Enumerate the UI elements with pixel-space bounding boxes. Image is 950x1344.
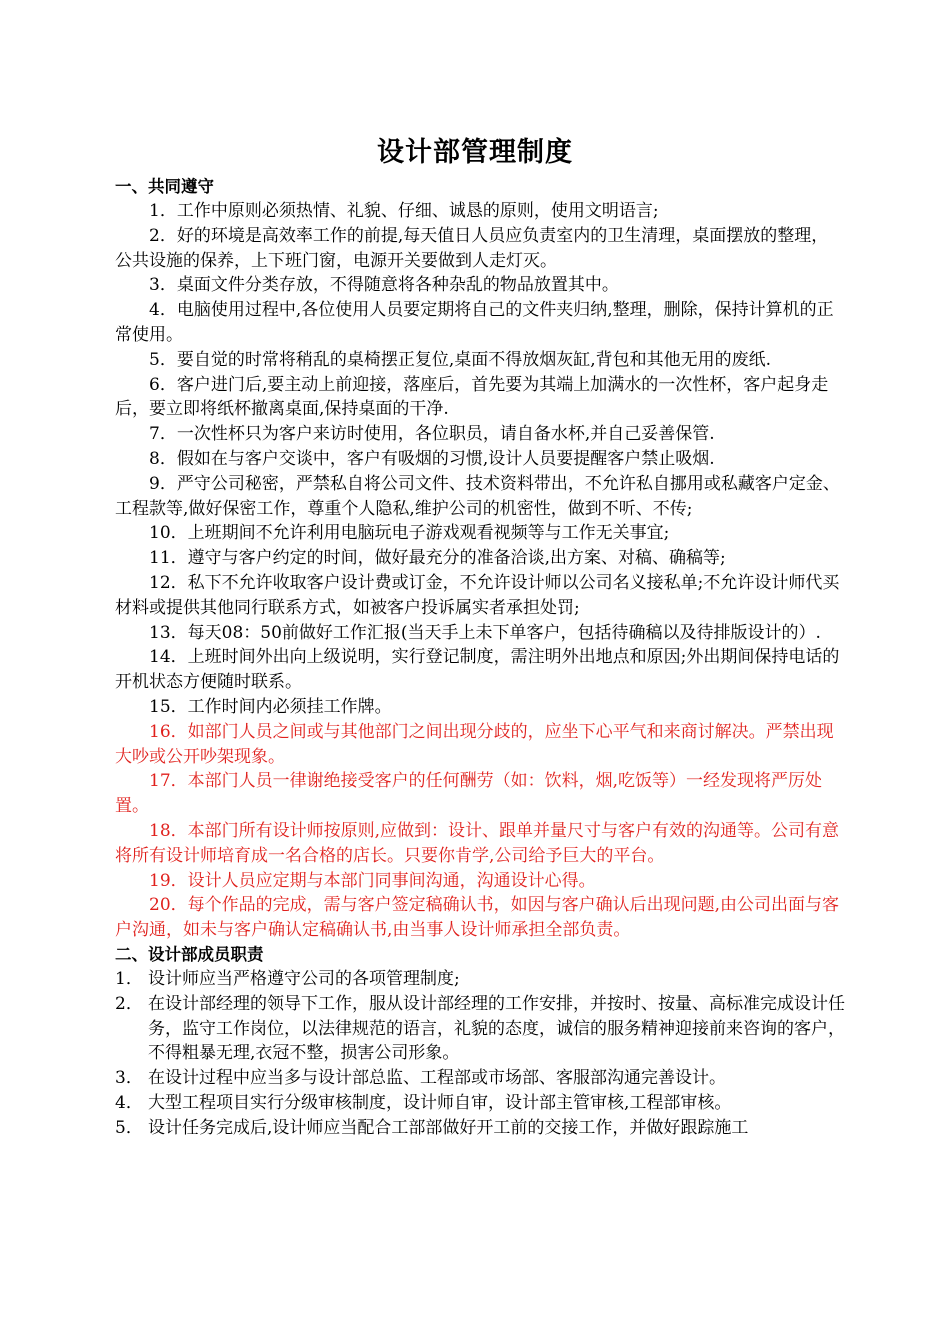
list-text: 在设计过程中应当多与设计部总监、工程部或市场部、客服部沟通完善设计。: [148, 1068, 726, 1089]
rule-paragraph: 14．上班时间外出向上级说明，实行登记制度，需注明外出地点和原因;外出期间保持电话的开机状态方便随时联系。: [115, 647, 840, 693]
rule-paragraph: 6．客户进门后,要主动上前迎接，落座后，首先要为其端上加满水的一次性杯，客户起身走后，要立即将纸杯撤离桌面,保持桌面的干净.: [115, 374, 829, 420]
document-body: [115, 175, 845, 1140]
section-heading-2: 二、设计部成员职责: [115, 944, 264, 964]
rule-paragraph: 10．上班期间不允许利用电脑玩电子游戏观看视频等与工作无关事宜;: [149, 523, 670, 544]
rule-paragraph: 12．私下不允许收取客户设计费或订金，不允许设计师以公司名义接私单;不允许设计师代买材料或提供其他同行联系方式，如被客户投诉属实者承担处罚;: [115, 572, 840, 618]
list-number: 4．: [115, 1092, 143, 1113]
rule-paragraph: 1．工作中原则必须热情、礼貌、仔细、诚恳的原则，使用文明语言;: [149, 201, 659, 221]
rule-paragraph: 15．工作时间内必须挂工作牌。: [149, 696, 392, 717]
duty-list-item: [115, 1066, 845, 1091]
rule-paragraph: 16．如部门人员之间或与其他部门之间出现分歧的，应坐下心平气和来商讨解决。严禁出现大吵或公开吵架现象。: [115, 721, 834, 767]
list-text: 在设计部经理的领导下工作，服从设计部经理的工作安排，并按时、按量、高标准完成设计任务，监守工作岗位，以法律规范的语言，礼貌的态度，诚信的服务精神迎接前来咨询的客户，不得粗暴无理,衣冠不整，损害公司形象。: [148, 993, 845, 1064]
section-1-items: [115, 199, 845, 943]
rule-paragraph: 19．设计人员应定期与本部门同事间沟通，沟通设计心得。: [149, 870, 596, 891]
rule-paragraph: 11．遵守与客户约定的时间，做好最充分的准备洽谈,出方案、对稿、确稿等;: [149, 548, 726, 569]
rule-paragraph: 2．好的环境是高效率工作的前提,每天值日人员应负责室内的卫生清理，桌面摆放的整理，公共设施的保养，上下班门窗，电源开关要做到人走灯灭。: [115, 225, 829, 271]
duty-list-item: [115, 992, 845, 1066]
rule-paragraph: 7．一次性杯只为客户来访时使用，各位职员，请自备水杯,并自己妥善保管.: [149, 424, 715, 445]
list-number: 5．: [115, 1117, 143, 1138]
duty-list-item: [115, 1091, 845, 1116]
rule-paragraph: 4．电脑使用过程中,各位使用人员要定期将自己的文件夹归纳,整理，删除，保持计算机的正常使用。: [115, 300, 834, 345]
rule-paragraph: 17．本部门人员一律谢绝接受客户的任何酬劳（如：饮料，烟,吃饭等）一经发现将严厉处置。: [115, 771, 823, 817]
section-2-items: [115, 967, 845, 1141]
rule-paragraph: 18．本部门所有设计师按原则,应做到：设计、跟单并量尺寸与客户有效的沟通等。公司有意将所有设计师培育成一名合格的店长。只要你肯学,公司给予巨大的平台。: [115, 820, 840, 866]
list-number: 1．: [115, 968, 143, 989]
list-number: 2．: [115, 993, 143, 1014]
list-text: 设计师应当严格遵守公司的各项管理制度;: [148, 968, 460, 989]
rule-paragraph: 8．假如在与客户交谈中，客户有吸烟的习惯,设计人员要提醒客户禁止吸烟.: [149, 448, 715, 469]
rule-paragraph: 9．严守公司秘密，严禁私自将公司文件、技术资料带出，不允许私自挪用或私藏客户定金、工程款等,做好保密工作，尊重个人隐私,维护公司的机密性，做到不听、不传;: [115, 473, 840, 519]
rule-paragraph: 13．每天08：50前做好工作汇报(当天手上未下单客户，包括待确稿以及待排版设计的）.: [149, 622, 821, 643]
rule-paragraph: 5．要自觉的时常将稍乱的桌椅摆正复位,桌面不得放烟灰缸,背包和其他无用的废纸.: [149, 349, 772, 370]
list-text: 设计任务完成后,设计师应当配合工部部做好开工前的交接工作，并做好跟踪施工: [148, 1117, 749, 1138]
page-title: 设计部管理制度: [377, 137, 573, 168]
duty-list-item: [115, 967, 845, 992]
duty-list-item: [115, 1116, 845, 1141]
section-heading-1: 一、共同遵守: [115, 177, 214, 196]
list-number: 3．: [115, 1068, 143, 1089]
list-text: 大型工程项目实行分级审核制度，设计师自审，设计部主管审核,工程部审核。: [148, 1092, 732, 1113]
rule-paragraph: 20．每个作品的完成，需与客户签定稿确认书，如因与客户确认后出现问题,由公司出面与客户沟通，如未与客户确认定稿确认书,由当事人设计师承担全部负责。: [115, 895, 840, 941]
rule-paragraph: 3．桌面文件分类存放，不得随意将各种杂乱的物品放置其中。: [149, 275, 619, 296]
